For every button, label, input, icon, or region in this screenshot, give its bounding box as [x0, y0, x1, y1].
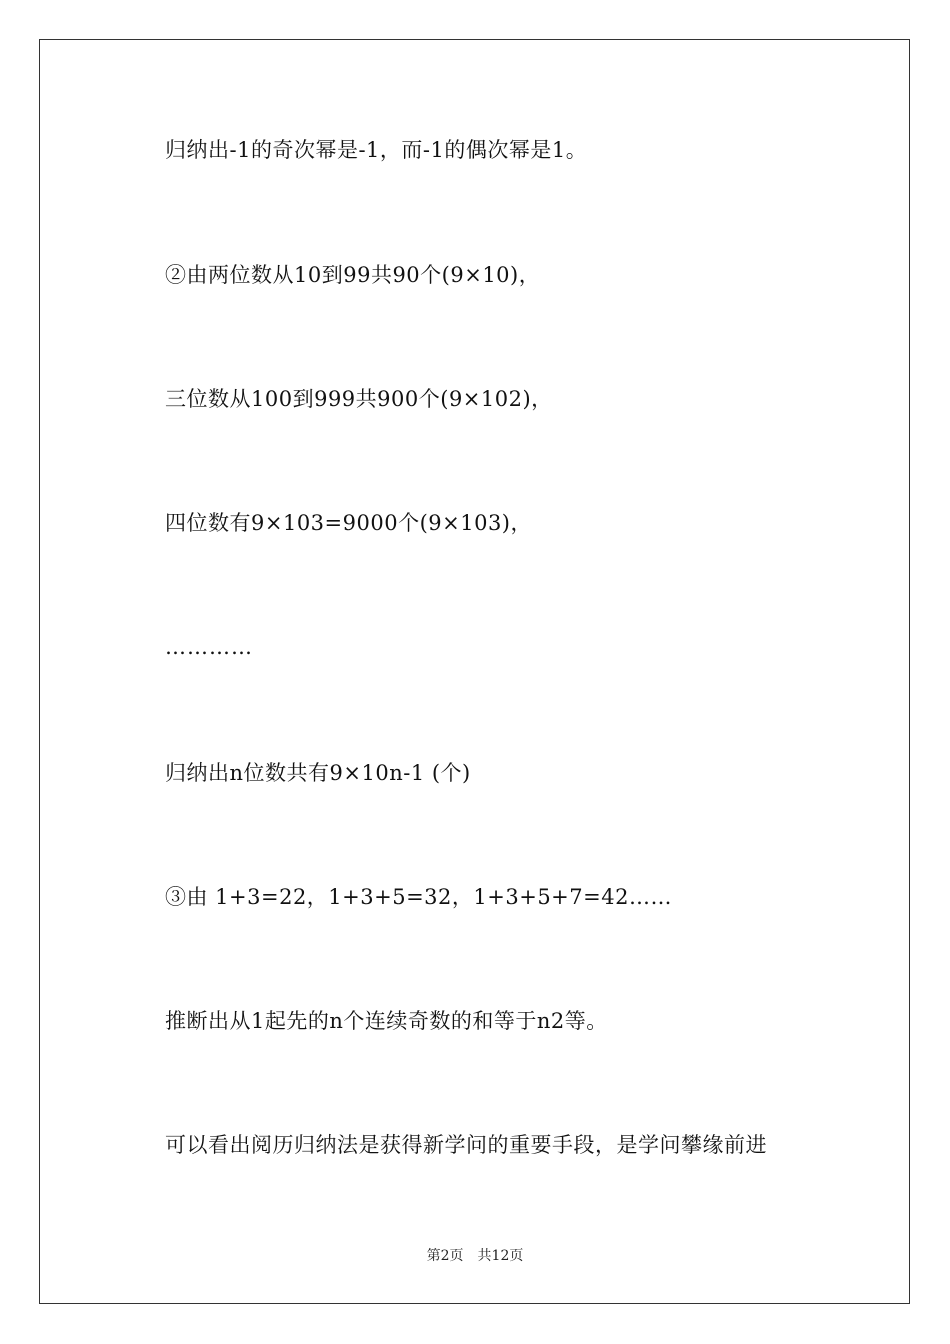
page-footer — [0, 1246, 950, 1266]
text-line-9: 可以看出阅历归纳法是获得新学问的重要手段，是学问攀缘前进 — [165, 1133, 767, 1157]
text-line-2: ②由两位数从10到99共90个(9×10)， — [165, 263, 541, 287]
text-line-1: 归纳出-1的奇次幂是-1，而-1的偶次幂是1。 — [165, 138, 588, 162]
text-line-8: 推断出从1起先的n个连续奇数的和等于n2等。 — [165, 1009, 608, 1033]
text-line-ellipsis: ………… — [165, 635, 253, 659]
text-line-3: 三位数从100到999共900个(9×102)， — [165, 387, 553, 411]
text-line-7: ③由 1+3=22，1+3+5=32，1+3+5+7=42…… — [165, 885, 672, 909]
page-border — [39, 39, 910, 1304]
page-number: 第2页 — [426, 1248, 464, 1264]
text-line-4: 四位数有9×103=9000个(9×103)， — [165, 511, 533, 535]
page-total: 共12页 — [477, 1248, 524, 1264]
text-line-6: 归纳出n位数共有9×10n-1 (个) — [165, 761, 471, 785]
